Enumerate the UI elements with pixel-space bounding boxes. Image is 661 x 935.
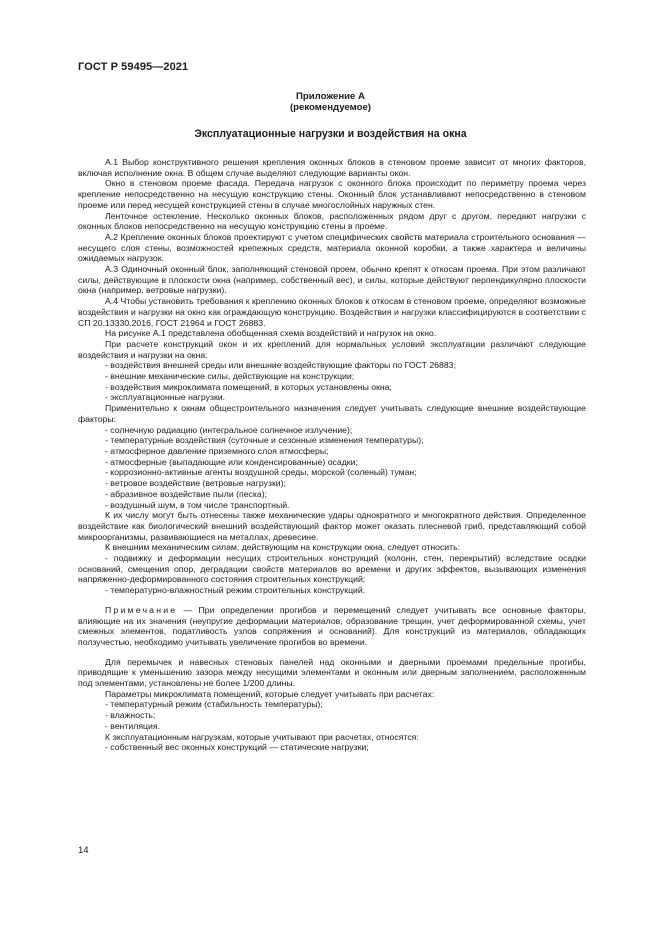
page-number: 14 [78, 845, 89, 856]
list-item-external: - коррозионно-активные агенты воздушной среды, морской (соленый) туман; [105, 467, 417, 478]
list-item-external: - абразивное воздействие пыли (песка); [105, 488, 268, 499]
paragraph-figure-ref: На рисунке А.1 представлена обобщенная схема воздействий и нагрузок на окно. [105, 328, 437, 339]
paragraph-microclimate: Параметры микроклимата помещений, которые следует учитывать при расчетах: [105, 688, 435, 699]
list-item-microclimate: - вентиляция. [105, 720, 161, 731]
list-item-mechanical: - температурно-влажностный режим строительных конструкций. [105, 585, 366, 596]
paragraph-deflection-limits: Для перемычек и навесных стеновых панелей над оконными и дверными проемами предельные прогибы, приводящие к уменьшению зазора между несущими элементами и оконным или дверным заполнением, расположенным под элементами, установлены не более 1/200 длины. [78, 656, 586, 689]
paragraph-load-types: При расчете конструкций окон и их креплений для нормальных условий эксплуатации различают следующие воздействия и нагрузки на окна: [78, 338, 586, 360]
paragraph-ribbon-glazing: Ленточное остекление. Несколько оконных блоков, расположенных рядом друг с другом, передают нагрузки с оконных блоков непосредственно на несущую конструкцию стены в проеме. [78, 210, 586, 232]
paragraph-operational-loads: К эксплуатационным нагрузкам, которые учитывают при расчетах, относятся: [105, 731, 419, 742]
paragraph-mechanical-impacts: К их числу могут быть отнесены также механические удары однократного и многократного действия. Определенное воздействие как биологический внешний воздействующий фактор может оказать плесневой гриб, представляющий собой микроорганизмы, развивающиеся на металлах, древесине. [78, 510, 586, 542]
note-label: Примечание [105, 604, 178, 615]
list-item-loads: - эксплуатационные нагрузки. [105, 392, 226, 403]
list-item-microclimate: - влажность; [105, 710, 156, 721]
note-text: При определении прогибов и перемещений следует учитывать все основные факторы, влияющие на их значения (неупругие деформации материалов, образование трещин, учет деформированной схемы, учет смежных элементов, податливость узлов сопряжения и оснований). Для конструкций из материалов, обладающих ползучестью, необходимо учитывать увеличение прогибов во времени. [78, 604, 587, 647]
annex-title: Эксплуатационные нагрузки и воздействия на окна [194, 128, 467, 140]
list-item-external: - атмосферное давление приземного слоя атмосферы; [105, 445, 329, 456]
list-item-external: - ветровое воздействие (ветровые нагрузки); [105, 478, 286, 489]
paragraph-external-factors: Применительно к окнам общестроительного назначения следует учитывать следующие внешние воздействующие факторы: [78, 403, 586, 424]
list-item-external: - воздушный шум, в том числе транспортный. [105, 499, 290, 510]
list-item-loads: - внешние механические силы, действующие на конструкции; [105, 371, 355, 382]
annex-status: (рекомендуемое) [289, 102, 371, 113]
paragraph-facade-window: Окно в стеновом проеме фасада. Передача нагрузок с оконного блока происходит по периметру проема через крепление непосредственно на несущую конструкцию стены. Оконный блок устанавливают непосредственно в стеновом проеме или перед несущей конструкцией стены в случае многослойных наружных стен. [78, 178, 586, 210]
paragraph-a3: А.3 Одиночный оконный блок, заполняющий стеновой проем, обычно крепят к откосам проема. При этом различают силы, действующие в плоскости окна (например, собственный вес), и силы, которые действуют перпендикулярно плоскости окна (например, ветровые нагрузки). [78, 264, 586, 296]
list-item-microclimate: - температурный режим (стабильность температуры); [105, 699, 323, 710]
note-dash: — [177, 604, 199, 615]
document-code: ГОСТ Р 59495—2021 [78, 61, 189, 73]
annex-heading: Приложение А [296, 91, 365, 102]
list-item-loads: - воздействия микроклимата помещений, в которых установлены окна; [105, 381, 392, 392]
list-item-external: - температурные воздействия (суточные и сезонные изменения температуры); [105, 435, 424, 446]
list-item-mechanical: - подвижку и деформации несущих строительных конструкций (колонн, стен, перекрытий) вследствие осадки оснований, смещения опор, деградации свойств материалов во времени и других эффектов, вызывающих изменения напряженно-деформированного состояния строительных конструкций; [78, 553, 586, 585]
list-item-external: - атмосферные (выпадающие или конденсированные) осадки; [105, 456, 358, 467]
list-item-operational: - собственный вес оконных конструкций — статические нагрузки; [105, 742, 369, 753]
document-body [78, 157, 586, 753]
paragraph-a2: А.2 Крепление оконных блоков проектируют с учетом специфических свойств материала строительного основания — несущего слоя стены, возможностей крепежных средств, материала оконной коробки, а также характера и величины ожидаемых нагрузок. [78, 231, 586, 264]
list-item-external: - солнечную радиацию (интегральное солнечное излучение); [105, 424, 353, 435]
paragraph-a4: А.4 Чтобы установить требования к креплению оконных блоков к откосам в стеновом проеме, определяют возможные воздействия и нагрузки на окно как ограждающую конструкцию. Воздействия и нагрузки классифицируются в соответствии с СП 20.13330.2016, ГОСТ 21964 и ГОСТ 26883. [78, 296, 586, 328]
paragraph-mechanical-forces: К внешним механическим силам, действующим на конструкции окна, следует относить: [105, 542, 461, 553]
note-paragraph [78, 605, 586, 648]
annex-heading-block [0, 91, 661, 113]
paragraph-a1: А.1 Выбор конструктивного решения крепления оконных блоков в стеновом проеме зависит от многих факторов, включая исполнение окна. В общем случае выделяют следующие варианты окон. [78, 157, 586, 178]
list-item-loads: - воздействия внешней среды или внешние воздействующие факторы по ГОСТ 26883; [105, 360, 456, 371]
